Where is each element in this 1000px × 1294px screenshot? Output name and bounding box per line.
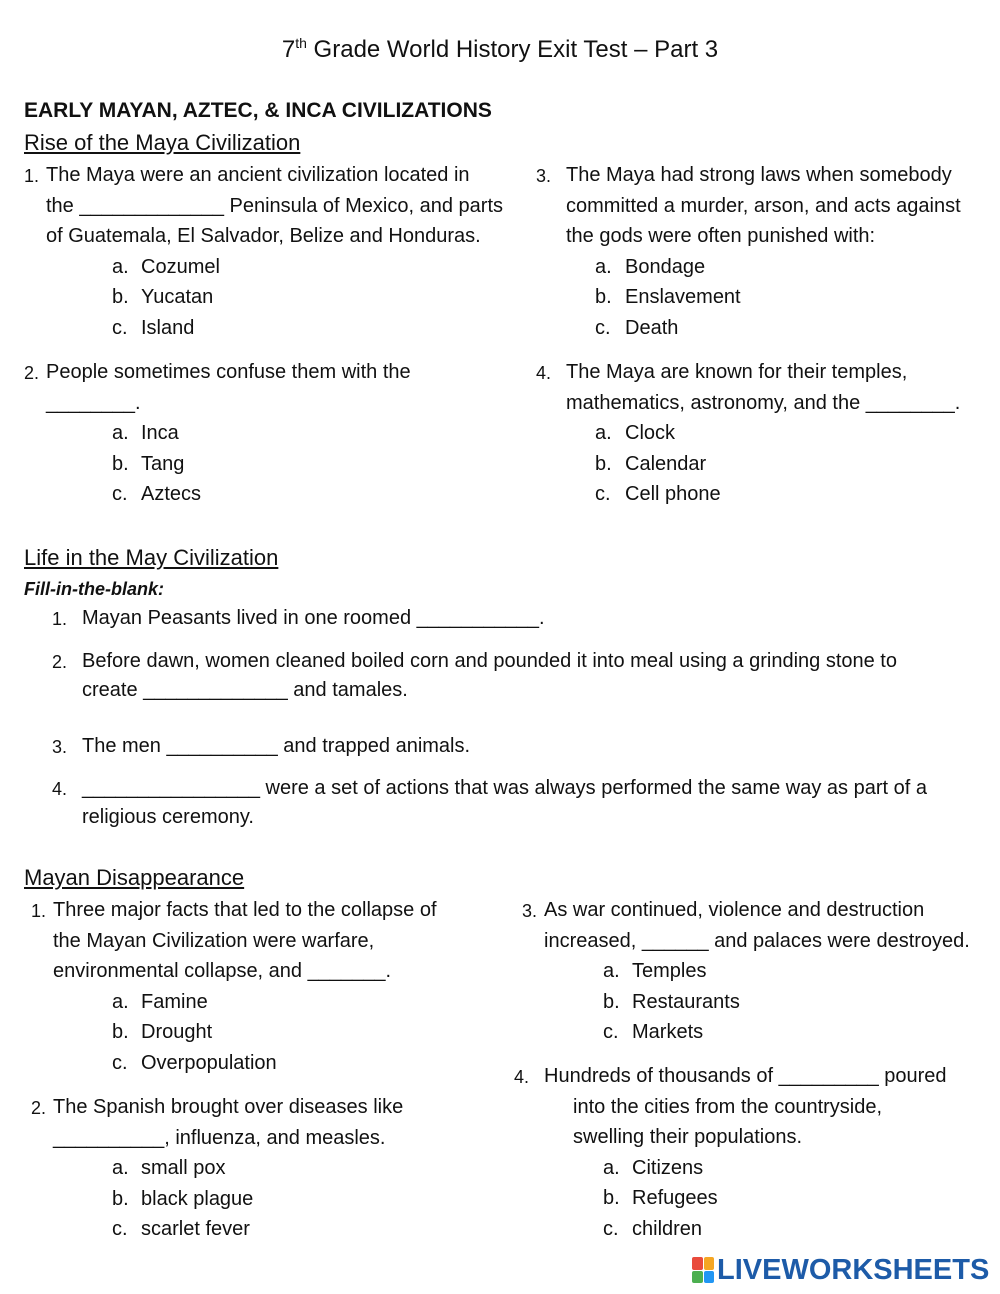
question-text: The Maya had strong laws when somebody bbox=[566, 164, 952, 186]
option-letter: c. bbox=[603, 1021, 619, 1043]
option-text: Yucatan bbox=[141, 286, 214, 308]
option-letter: c. bbox=[112, 483, 128, 505]
option-text: Citizens bbox=[632, 1156, 704, 1179]
question-number: 4. bbox=[536, 363, 552, 383]
option-text: Restaurants bbox=[632, 990, 740, 1013]
option-text: black plague bbox=[141, 1187, 254, 1210]
option-text: scarlet fever bbox=[141, 1218, 250, 1240]
question-number: 2. bbox=[24, 363, 40, 383]
liveworksheets-icon bbox=[692, 1257, 714, 1283]
option-text: Enslavement bbox=[625, 286, 741, 308]
option-letter: c. bbox=[603, 1217, 619, 1240]
option-letter: a. bbox=[603, 960, 620, 982]
option-letter: c. bbox=[595, 483, 611, 505]
option-letter: b. bbox=[112, 1021, 129, 1043]
question-text: People sometimes confuse them with the bbox=[46, 361, 411, 383]
question-text: environmental collapse, and _______. bbox=[53, 960, 392, 982]
question-text: the gods were often punished with: bbox=[566, 225, 876, 247]
liveworksheets-logo: LIVEWORKSHEETS bbox=[692, 1252, 989, 1288]
question-text: the _____________ Peninsula of Mexico, and parts bbox=[46, 194, 504, 217]
fill-blank-number: 4. bbox=[52, 779, 68, 799]
option-letter: b. bbox=[112, 286, 129, 308]
question-text: __________, influenza, and measles. bbox=[53, 1126, 386, 1149]
option-text: Clock bbox=[625, 422, 676, 444]
question-text: of Guatemala, El Salvador, Belize and Honduras. bbox=[46, 225, 481, 247]
option-letter: b. bbox=[595, 452, 612, 475]
option-text: Markets bbox=[632, 1021, 704, 1043]
option-letter: b. bbox=[603, 990, 620, 1013]
question-text: the Mayan Civilization were warfare, bbox=[53, 929, 375, 952]
question-text: committed a murder, arson, and acts against bbox=[566, 194, 961, 217]
question-text: mathematics, astronomy, and the ________. bbox=[566, 391, 961, 414]
option-letter: b. bbox=[603, 1187, 620, 1209]
question-number: 2. bbox=[31, 1098, 47, 1118]
option-text: Cozumel bbox=[141, 255, 220, 278]
option-text: Famine bbox=[141, 990, 208, 1013]
fill-blank-text: create _____________ and tamales. bbox=[82, 678, 408, 701]
option-text: Overpopulation bbox=[141, 1051, 277, 1074]
option-text: Aztecs bbox=[141, 483, 202, 505]
option-letter: b. bbox=[595, 286, 612, 308]
section-title-life: Life in the May Civilization bbox=[24, 545, 279, 570]
option-text: Calendar bbox=[625, 452, 707, 475]
unit-heading: EARLY MAYAN, AZTEC, & INCA CIVILIZATIONS bbox=[24, 99, 492, 122]
fill-blank-number: 1. bbox=[52, 609, 68, 629]
option-letter: c. bbox=[595, 316, 611, 339]
option-text: Inca bbox=[141, 422, 179, 444]
question-text: into the cities from the countryside, bbox=[573, 1095, 883, 1118]
option-letter: c. bbox=[112, 1218, 128, 1240]
question-number: 3. bbox=[536, 166, 552, 186]
option-letter: c. bbox=[112, 1051, 128, 1074]
option-letter: a. bbox=[112, 255, 129, 278]
option-letter: a. bbox=[112, 990, 129, 1013]
option-letter: a. bbox=[595, 422, 612, 444]
question-text: The Maya were an ancient civilization located in bbox=[46, 164, 470, 186]
question-number: 1. bbox=[24, 166, 40, 186]
fill-blank-text: Before dawn, women cleaned boiled corn and pounded it into meal using a grinding stone to bbox=[82, 650, 897, 672]
question-text: increased, ______ and palaces were destroyed. bbox=[544, 929, 970, 952]
question-text: ________. bbox=[46, 391, 141, 414]
option-text: Refugees bbox=[632, 1187, 718, 1209]
option-text: Death bbox=[625, 316, 679, 339]
section-title-rise: Rise of the Maya Civilization bbox=[24, 130, 301, 155]
question-text: Three major facts that led to the collapse of bbox=[53, 899, 437, 921]
fill-blank-number: 3. bbox=[52, 737, 68, 757]
question-text: As war continued, violence and destruction bbox=[544, 899, 925, 921]
option-text: Temples bbox=[632, 960, 707, 982]
question-number: 4. bbox=[514, 1067, 530, 1087]
fill-blank-text: The men __________ and trapped animals. bbox=[82, 735, 471, 757]
option-letter: a. bbox=[112, 422, 129, 444]
question-text: Hundreds of thousands of _________ poured bbox=[544, 1065, 947, 1087]
question-text: The Spanish brought over diseases like bbox=[53, 1096, 404, 1118]
page-title: 7th Grade World History Exit Test – Part 3 bbox=[281, 35, 719, 63]
fill-blank-text: ________________ were a set of actions that was always performed the same way as part of a bbox=[82, 777, 927, 799]
option-letter: b. bbox=[112, 452, 129, 475]
fill-in-blank-label: Fill-in-the-blank: bbox=[24, 579, 164, 599]
question-text: swelling their populations. bbox=[573, 1126, 803, 1148]
option-letter: b. bbox=[112, 1187, 129, 1210]
option-letter: a. bbox=[595, 255, 612, 278]
fill-blank-text: religious ceremony. bbox=[82, 805, 254, 828]
option-letter: c. bbox=[112, 316, 128, 339]
option-text: Drought bbox=[141, 1021, 213, 1043]
section-title-disappearance: Mayan Disappearance bbox=[24, 865, 245, 890]
option-text: Cell phone bbox=[625, 483, 721, 505]
option-text: children bbox=[632, 1217, 703, 1240]
option-text: Bondage bbox=[625, 255, 706, 278]
option-letter: a. bbox=[112, 1157, 129, 1179]
fill-blank-number: 2. bbox=[52, 652, 68, 672]
question-text: The Maya are known for their temples, bbox=[566, 361, 908, 383]
question-number: 3. bbox=[522, 901, 538, 921]
question-number: 1. bbox=[31, 901, 47, 921]
option-text: Tang bbox=[141, 452, 185, 475]
fill-blank-text: Mayan Peasants lived in one roomed ___________. bbox=[82, 607, 545, 629]
option-letter: a. bbox=[603, 1156, 620, 1179]
option-text: Island bbox=[141, 316, 195, 339]
option-text: small pox bbox=[141, 1157, 226, 1179]
